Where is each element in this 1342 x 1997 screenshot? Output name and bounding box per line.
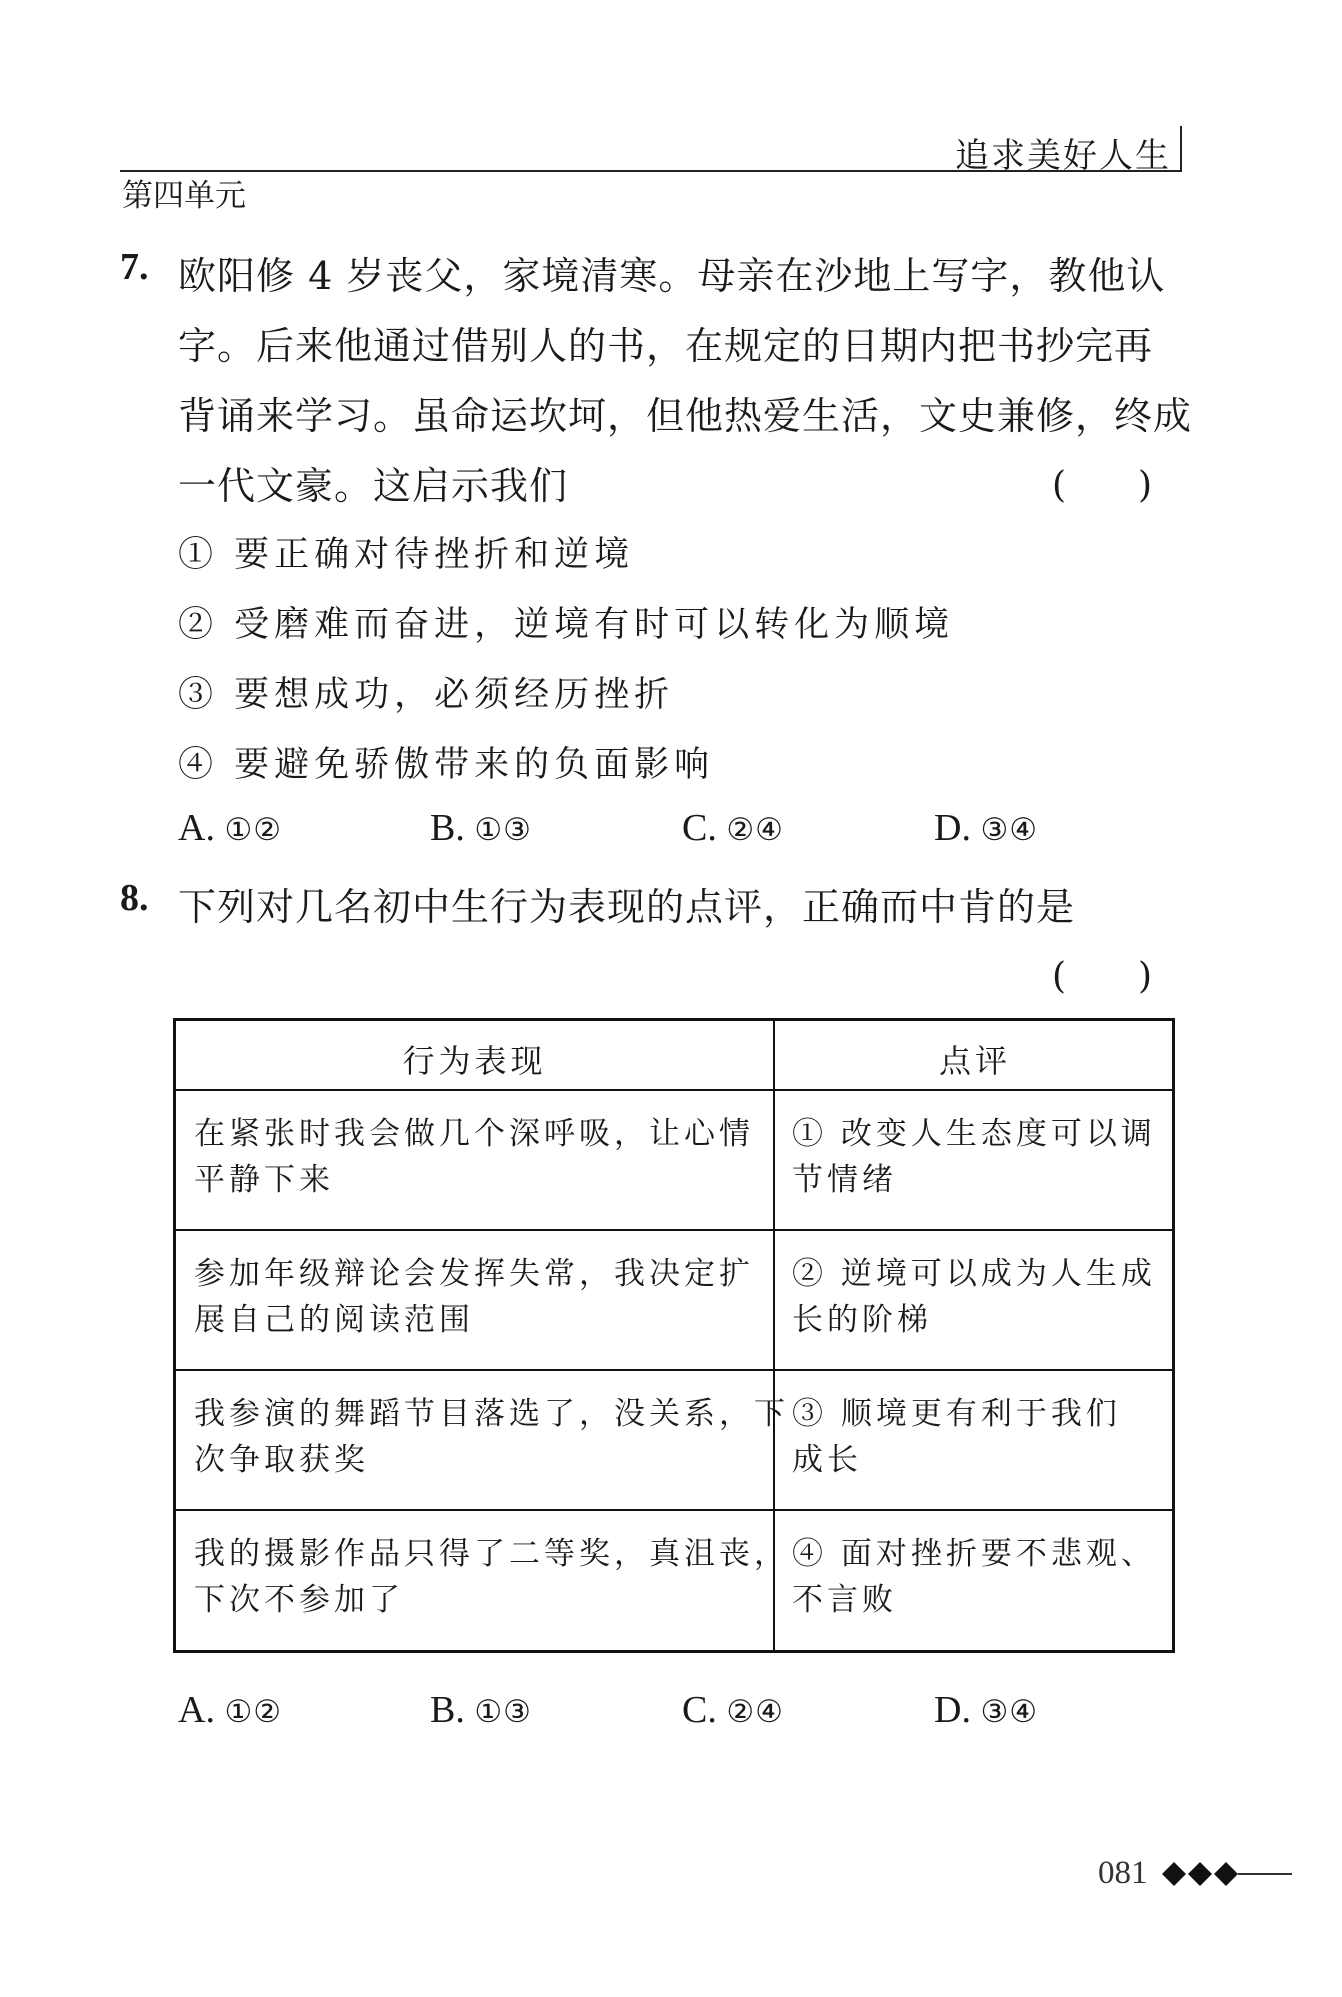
comment-line: 长的阶梯 — [792, 1302, 932, 1338]
behavior-line: 展自己的阅读范围 — [194, 1302, 474, 1338]
question-7-stem-line: 欧阳修 4 岁丧父，家境清寒。母亲在沙地上写字，教他认 — [178, 254, 1166, 298]
question-7-stem-line: 一代文豪。这启示我们 — [178, 464, 569, 508]
question-8-number: 8. — [120, 877, 149, 919]
question-8-choice-c — [682, 1688, 784, 1732]
behavior-line: 下次不参加了 — [194, 1582, 404, 1618]
table-row — [194, 1531, 789, 1623]
table-row-divider — [176, 1369, 1172, 1371]
table-header-comment: 点评 — [938, 1042, 1011, 1080]
table-row — [194, 1251, 754, 1343]
choice-letter: B. — [430, 807, 465, 849]
comment-cell — [792, 1531, 1156, 1623]
comment-line: ① 改变人生态度可以调 — [792, 1116, 1156, 1152]
question-8-choice-d — [934, 1688, 1038, 1732]
header-divider — [1180, 126, 1182, 172]
question-8-choice-b — [430, 1688, 532, 1732]
table-row-divider — [176, 1509, 1172, 1511]
page-number: 081 — [1098, 1855, 1148, 1891]
question-7-choice-c — [682, 806, 784, 850]
choice-letter: C. — [682, 807, 717, 849]
behavior-line: 在紧张时我会做几个深呼吸，让心情 — [194, 1116, 754, 1152]
question-7-choice-d — [934, 806, 1038, 850]
question-7-stem-line: 字。后来他通过借别人的书，在规定的日期内把书抄完再 — [178, 324, 1154, 368]
comment-line: 成长 — [792, 1442, 862, 1478]
choice-letter: A. — [178, 1689, 215, 1731]
header-rule — [120, 170, 1182, 172]
question-7-stem-line: 背诵来学习。虽命运坎坷，但他热爱生活，文史兼修，终成 — [178, 394, 1193, 438]
choice-letter: B. — [430, 1689, 465, 1731]
table-row — [194, 1391, 789, 1483]
choice-value: ③④ — [980, 812, 1039, 848]
question-7-choice-a — [178, 806, 282, 850]
comment-cell — [792, 1251, 1156, 1343]
table-header-behavior: 行为表现 — [402, 1042, 547, 1080]
evaluation-table — [173, 1018, 1175, 1653]
choice-letter: D. — [934, 1689, 971, 1731]
choice-value: ③④ — [980, 1694, 1039, 1730]
comment-line: ② 逆境可以成为人生成 — [792, 1256, 1156, 1292]
question-8-choice-a — [178, 1688, 282, 1732]
question-7-option: ① 要正确对待挫折和逆境 — [178, 535, 635, 575]
question-7-option: ③ 要想成功，必须经历挫折 — [178, 675, 675, 715]
choice-value: ①② — [224, 1694, 283, 1730]
choice-value: ①③ — [474, 812, 532, 848]
behavior-line: 平静下来 — [194, 1162, 334, 1198]
question-7-option: ② 受磨难而奋进，逆境有时可以转化为顺境 — [178, 605, 955, 645]
choice-value: ①② — [224, 812, 283, 848]
question-7-choice-b — [430, 806, 532, 850]
comment-line: 不言败 — [792, 1582, 897, 1618]
answer-bracket: ( ) — [1052, 956, 1153, 997]
choice-letter: C. — [682, 1689, 717, 1731]
answer-bracket: ( ) — [1052, 465, 1153, 506]
question-7-number: 7. — [120, 246, 149, 288]
table-row-divider — [176, 1229, 1172, 1231]
behavior-line: 次争取获奖 — [194, 1442, 369, 1478]
behavior-line: 我参演的舞蹈节目落选了，没关系，下 — [194, 1396, 789, 1432]
behavior-line: 我的摄影作品只得了二等奖，真沮丧， — [194, 1536, 789, 1572]
question-8-stem: 下列对几名初中生行为表现的点评，正确而中肯的是 — [178, 885, 1076, 929]
question-7-option: ④ 要避免骄傲带来的负面影响 — [178, 745, 715, 785]
three-diamonds-icon — [1162, 1858, 1292, 1890]
choice-value: ②④ — [726, 1694, 784, 1730]
comment-cell — [792, 1391, 1121, 1483]
choice-letter: D. — [934, 807, 971, 849]
choice-letter: A. — [178, 807, 215, 849]
comment-line: 节情绪 — [792, 1162, 897, 1198]
choice-value: ①③ — [474, 1694, 532, 1730]
table-row — [194, 1111, 754, 1203]
behavior-line: 参加年级辩论会发挥失常，我决定扩 — [194, 1256, 754, 1292]
comment-line: ④ 面对挫折要不悲观、 — [792, 1536, 1156, 1572]
comment-cell — [792, 1111, 1156, 1203]
unit-label: 第四单元 — [122, 178, 246, 214]
table-row-divider — [176, 1089, 1172, 1091]
choice-value: ②④ — [726, 812, 784, 848]
comment-line: ③ 顺境更有利于我们 — [792, 1396, 1121, 1432]
chapter-title: 追求美好人生 — [955, 136, 1171, 176]
